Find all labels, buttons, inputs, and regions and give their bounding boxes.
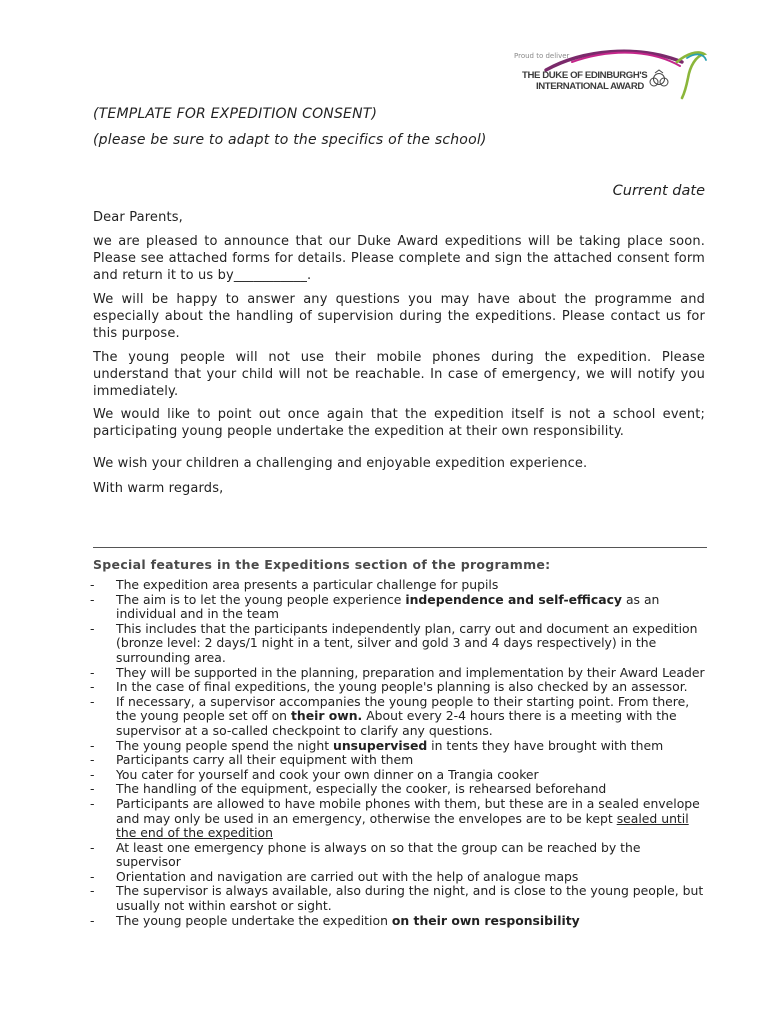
letter-paragraph-3: The young people will not use their mobile phones during the expedition. Please understand that your child will not be reachable. In case of emergency, we will notify you immediately. bbox=[93, 350, 705, 399]
logo-tagline: Proud to deliver bbox=[514, 52, 570, 60]
list-item: - You cater for yourself and cook your own dinner on a Trangia cooker bbox=[90, 766, 539, 782]
list-item: - In the case of final expeditions, the young people's planning is also checked by an assessor. bbox=[90, 679, 688, 695]
letter-paragraph-5: We wish your children a challenging and enjoyable expedition experience. bbox=[93, 456, 588, 471]
list-item: - The young people spend the night unsupervised in tents they have brought with them bbox=[90, 737, 664, 753]
special-features-list bbox=[90, 578, 706, 928]
template-note: (please be sure to adapt to the specifics of the school) bbox=[93, 132, 487, 148]
list-item: - They will be supported in the planning, preparation and implementation by their Award Leader bbox=[90, 664, 705, 680]
list-item: - The young people undertake the expedition on their own responsibility bbox=[90, 912, 580, 928]
template-title: (TEMPLATE FOR EXPEDITION CONSENT) bbox=[93, 106, 378, 122]
list-item: - Participants carry all their equipment with them bbox=[90, 752, 414, 768]
logo-title-line1: THE DUKE OF EDINBURGH'S bbox=[522, 70, 648, 81]
list-item: - Orientation and navigation are carried out with the help of analogue maps bbox=[90, 868, 579, 884]
letter-paragraph-2: We will be happy to answer any questions you may have about the programme and especially about the handling of supervision during the expeditions. Please contact us for this purpose. bbox=[93, 292, 705, 341]
list-item: - This includes that the participants independently plan, carry out and document an expedition (bronze level: 2 days/1 night in a tent, silver and gold 3 and 4 days respectively) in the surrounding area. bbox=[90, 620, 698, 665]
list-item: - The supervisor is always available, also during the night, and is close to the young people, but usually not within earshot or sight. bbox=[90, 883, 704, 914]
list-item: - The aim is to let the young people experience independence and self-efficacy as an individual and in the team bbox=[90, 591, 660, 622]
list-item: - At least one emergency phone is always on so that the group can be reached by the supervisor bbox=[90, 839, 641, 870]
letter-paragraph-4: We would like to point out once again that the expedition itself is not a school event; participating young people undertake the expedition at their own responsibility. bbox=[93, 407, 705, 439]
current-date: Current date bbox=[612, 183, 705, 199]
closing: With warm regards, bbox=[93, 481, 224, 496]
salutation: Dear Parents, bbox=[93, 210, 183, 225]
list-item: - Participants are allowed to have mobile phones with them, but these are in a sealed envelope and may only be used in an emergency, otherwise the envelopes are to be kept sealed until the end of the expedition bbox=[90, 795, 700, 841]
letter-paragraph-1: we are pleased to announce that our Duke Award expeditions will be taking place soon. Please see attached forms for details. Please complete and sign the attached consent form and return it to us by___________. bbox=[93, 234, 705, 283]
dofe-logo bbox=[512, 48, 712, 100]
list-item: - If necessary, a supervisor accompanies the young people to their starting point. From there, the young people set off on their own. About every 2-4 hours there is a meeting with the supervisor at a so-called checkpoint to clarify any questions. bbox=[90, 693, 690, 738]
special-features-title: Special features in the Expeditions section of the programme: bbox=[93, 557, 551, 572]
emblem-icon bbox=[648, 68, 670, 90]
list-item: - The expedition area presents a particular challenge for pupils bbox=[90, 577, 499, 592]
logo-title-line2: INTERNATIONAL AWARD bbox=[536, 81, 644, 92]
list-item: - The handling of the equipment, especially the cooker, is rehearsed beforehand bbox=[90, 781, 607, 797]
divider bbox=[93, 547, 707, 548]
